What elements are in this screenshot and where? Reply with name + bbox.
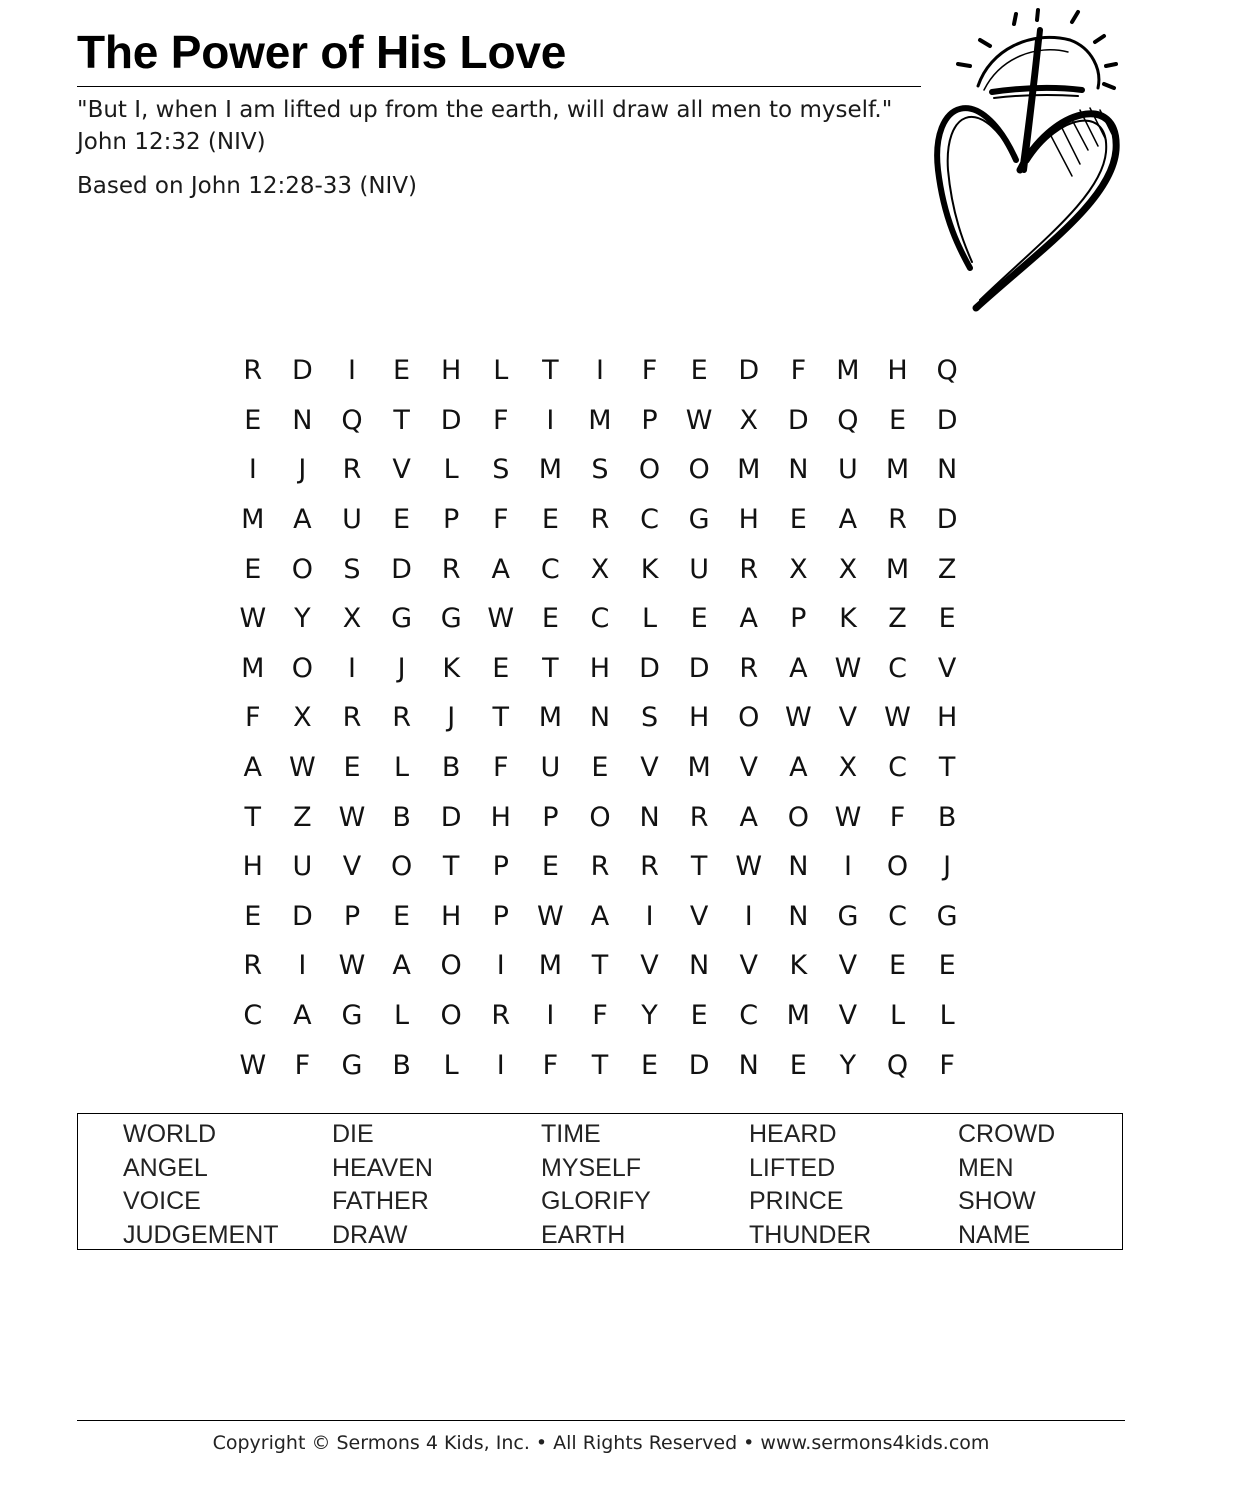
grid-letter: N [788,454,809,486]
grid-letter: E [591,752,609,784]
grid-letter: Q [837,404,859,436]
grid-letter: X [838,752,858,784]
grid-letter: D [291,900,313,932]
grid-letter: W [487,603,515,635]
grid-letter: F [592,1000,608,1032]
grid-letter: E [789,504,807,536]
grid-letter: R [888,504,907,536]
grid-letter: F [939,1049,955,1081]
grid-letter: S [640,702,659,734]
grid-letter: F [245,702,261,734]
grid-letter: E [541,851,559,883]
word-list-box [77,1113,1123,1250]
grid-letter: F [790,355,807,387]
grid-letter: V [937,652,957,684]
grid-letter: D [440,404,462,436]
grid-letter: C [888,752,907,784]
grid-letter: E [938,603,956,635]
grid-letter: E [541,603,559,635]
grid-letter: E [888,404,907,436]
grid-letter: E [492,652,510,684]
grid-letter: F [493,504,509,536]
grid-letter: D [688,1049,710,1081]
grid-letter: M [538,950,562,982]
verse-text: "But I, when I am lifted up from the earth, will draw all men to myself." John 12:32 (NIV) [77,97,893,155]
word-list-item: EARTH [541,1220,626,1249]
word-list-item: HEARD [749,1120,837,1148]
grid-letter: O [390,851,413,883]
grid-letter: T [244,801,262,833]
word-list-item: THUNDER [749,1220,872,1249]
grid-letter: E [789,1049,807,1081]
grid-letter: V [838,702,858,734]
grid-letter: L [443,454,459,486]
word-list-item: MYSELF [541,1153,642,1182]
grid-letter: V [342,851,362,883]
grid-letter: P [343,900,361,932]
grid-letter: Y [641,1000,658,1032]
grid-letter: C [888,652,907,684]
grid-letter: I [744,900,753,932]
word-list-item: SHOW [958,1187,1036,1216]
grid-letter: Q [341,404,363,436]
grid-letter: J [397,652,406,684]
grid-letter: W [537,900,564,932]
grid-letter: I [546,1000,555,1032]
word-list-item: ANGEL [123,1153,208,1182]
heart-cross-icon [920,0,1140,320]
grid-letter: W [784,702,812,734]
word-list-item: HEAVEN [332,1153,433,1182]
grid-letter: I [348,652,356,684]
grid-letter: H [490,801,511,833]
grid-letter: D [738,355,760,387]
grid-letter: W [289,752,316,784]
grid-letter: P [443,504,460,536]
grid-letter: O [787,801,809,833]
grid-letter: N [937,454,958,486]
word-list-item: MEN [958,1153,1014,1182]
grid-letter: R [739,553,759,585]
grid-letter: O [440,950,462,982]
grid-letter: R [342,702,362,734]
grid-letter: E [541,504,559,536]
grid-letter: A [739,801,758,833]
grid-letter: P [492,900,509,932]
grid-letter: V [640,950,659,982]
grid-letter: O [291,652,314,684]
grid-letter: C [888,900,907,932]
grid-letter: H [887,355,908,387]
grid-letter: R [342,454,362,486]
grid-letter: X [293,702,312,734]
grid-letter: A [293,504,312,536]
grid-letter: G [391,603,413,635]
grid-letter: R [590,851,610,883]
grid-letter: E [244,900,262,932]
grid-letter: M [836,355,860,387]
grid-letter: J [447,702,456,734]
grid-letter: T [442,851,460,883]
grid-letter: A [739,603,758,635]
grid-letter: O [440,1000,462,1032]
grid-letter: W [239,603,267,635]
grid-letter: F [542,1049,559,1081]
grid-letter: T [938,752,956,784]
word-list-item: CROWD [958,1120,1056,1148]
grid-letter: I [595,355,604,387]
grid-letter: D [639,652,660,684]
grid-letter: V [739,752,758,784]
grid-letter: B [392,801,411,833]
grid-letter: U [540,752,561,784]
grid-letter: L [443,1049,459,1081]
grid-letter: A [789,752,808,784]
grid-letter: M [687,752,711,784]
grid-letter: G [341,1049,363,1081]
grid-letter: U [838,454,858,486]
grid-letter: L [939,1000,955,1032]
grid-letter: V [838,1000,858,1032]
grid-letter: A [838,504,858,536]
word-list-item: VOICE [123,1187,201,1216]
grid-letter: R [441,553,461,585]
grid-letter: P [492,851,509,883]
grid-letter: K [442,652,461,684]
grid-letter: R [243,950,263,982]
grid-letter: I [298,950,307,982]
grid-letter: A [243,752,263,784]
grid-letter: R [491,1000,511,1032]
grid-letter: D [936,404,958,436]
grid-letter: K [640,553,659,585]
grid-letter: C [640,504,659,536]
grid-letter: Z [888,603,907,635]
grid-letter: U [689,553,710,585]
grid-letter: O [638,454,661,486]
grid-letter: S [343,553,361,585]
grid-letter: W [685,404,713,436]
grid-letter: T [393,404,410,436]
grid-letter: A [392,950,411,982]
grid-letter: H [936,702,958,734]
grid-letter: I [546,404,555,436]
grid-letter: G [440,603,462,635]
grid-letter: V [640,752,659,784]
grid-letter: I [496,950,505,982]
word-list-item: WORLD [123,1120,217,1148]
copyright-footer: Copyright © Sermons 4 Kids, Inc. • All Rights Reserved • www.sermons4kids.com [212,1432,990,1454]
grid-letter: L [889,1000,906,1032]
grid-letter: M [538,702,562,734]
grid-letter: J [298,454,307,486]
word-list-item: TIME [541,1120,601,1148]
grid-letter: D [440,801,462,833]
word-search-grid [228,346,972,1090]
grid-letter: X [590,553,610,585]
grid-letter: C [590,603,610,635]
grid-letter: O [886,851,909,883]
grid-letter: Q [886,1049,909,1081]
grid-letter: W [338,950,366,982]
grid-letter: X [789,553,808,585]
grid-letter: D [936,504,958,536]
grid-letter: N [292,404,313,436]
grid-letter: T [492,702,510,734]
grid-letter: B [392,1049,411,1081]
grid-letter: A [293,1000,312,1032]
grid-letter: X [838,553,858,585]
grid-letter: H [441,355,462,387]
grid-letter: W [338,801,366,833]
grid-letter: E [343,752,361,784]
grid-letter: H [688,702,710,734]
grid-letter: E [244,553,262,585]
grid-letter: W [735,851,763,883]
footer-divider [77,1420,1125,1421]
grid-letter: O [738,702,760,734]
grid-letter: C [540,553,560,585]
grid-letter: K [789,950,808,982]
grid-letter: Y [839,1049,857,1081]
grid-letter: M [737,454,761,486]
grid-letter: L [394,1000,410,1032]
grid-letter: I [348,355,356,387]
grid-letter: V [689,900,709,932]
grid-letter: P [542,801,559,833]
grid-letter: Z [937,553,957,585]
grid-letter: U [342,504,362,536]
grid-letter: T [690,851,708,883]
grid-letter: E [938,950,956,982]
grid-letter: H [738,504,759,536]
grid-letter: E [690,1000,708,1032]
grid-letter: M [241,652,265,684]
grid-letter: F [641,355,658,387]
word-list-item: DIE [332,1120,374,1148]
grid-letter: I [843,851,852,883]
grid-letter: D [291,355,313,387]
grid-letter: R [739,652,759,684]
grid-letter: N [788,851,809,883]
grid-letter: C [739,1000,759,1032]
word-list [123,1118,1078,1252]
word-list-item: DRAW [332,1220,408,1249]
grid-letter: U [292,851,313,883]
grid-letter: E [393,355,411,387]
word-list-item: JUDGEMENT [123,1220,279,1249]
grid-letter: M [786,1000,810,1032]
grid-letter: R [243,355,263,387]
grid-letter: N [689,950,710,982]
grid-letter: I [248,454,257,486]
word-list-item: GLORIFY [541,1187,651,1216]
grid-letter: T [591,1049,609,1081]
word-list-item: PRINCE [749,1187,844,1216]
grid-letter: K [839,603,857,635]
grid-letter: M [885,553,910,585]
grid-letter: V [392,454,411,486]
grid-letter: P [641,404,658,436]
grid-letter: G [341,1000,363,1032]
grid-letter: O [291,553,314,585]
grid-letter: R [590,504,610,536]
grid-letter: X [739,404,758,436]
title-divider [77,86,921,87]
grid-letter: E [690,603,708,635]
grid-letter: S [492,454,510,486]
grid-letter: W [834,652,862,684]
grid-letter: P [790,603,807,635]
grid-letter: A [789,652,808,684]
grid-letter: X [342,603,362,635]
grid-letter: R [689,801,709,833]
grid-letter: T [542,355,559,387]
grid-letter: S [591,454,609,486]
grid-letter: R [640,851,659,883]
grid-letter: M [885,454,910,486]
grid-letter: F [493,752,509,784]
grid-letter: F [889,801,906,833]
grid-letter: M [588,404,612,436]
page-title: The Power of His Love [77,26,567,78]
grid-letter: T [542,652,559,684]
grid-letter: N [589,702,611,734]
grid-letter: L [642,603,658,635]
grid-letter: A [590,900,610,932]
grid-letter: A [491,553,510,585]
grid-letter: F [493,404,509,436]
word-list-item: FATHER [332,1187,429,1216]
grid-letter: B [937,801,957,833]
grid-letter: H [242,851,263,883]
grid-letter: I [496,1049,505,1081]
grid-letter: G [936,900,958,932]
grid-letter: D [391,553,412,585]
word-list-item: LIFTED [749,1153,836,1182]
grid-letter: R [392,702,411,734]
grid-letter: G [837,900,859,932]
word-list-item: NAME [958,1220,1031,1249]
grid-letter: D [787,404,809,436]
grid-letter: J [943,851,952,883]
grid-letter: V [739,950,758,982]
grid-letter: Q [936,355,958,387]
grid-letter: N [738,1049,759,1081]
grid-letter: I [645,900,654,932]
grid-letter: W [884,702,911,734]
grid-letter: W [239,1049,267,1081]
grid-letter: E [641,1049,659,1081]
grid-letter: B [441,752,461,784]
grid-letter: M [241,504,265,536]
grid-letter: H [589,652,611,684]
grid-letter: M [538,454,562,486]
grid-letter: N [639,801,660,833]
grid-letter: N [788,900,809,932]
grid-letter: W [834,801,862,833]
grid-letter: H [441,900,462,932]
grid-letter: V [838,950,858,982]
grid-letter: C [243,1000,263,1032]
grid-letter: G [688,504,710,536]
grid-letter: Z [293,801,312,833]
grid-letter: E [393,504,411,536]
grid-letter: E [690,355,708,387]
grid-letter: O [688,454,710,486]
grid-letter: T [591,950,609,982]
grid-letter: D [688,652,710,684]
grid-letter: Y [294,603,311,635]
grid-letter: L [394,752,410,784]
grid-letter: E [244,404,262,436]
grid-letter: O [589,801,611,833]
grid-letter: E [393,900,411,932]
grid-letter: L [493,355,509,387]
grid-letter: E [888,950,907,982]
grid-letter: F [294,1049,311,1081]
based-on-text: Based on John 12:28-33 (NIV) [77,173,418,199]
